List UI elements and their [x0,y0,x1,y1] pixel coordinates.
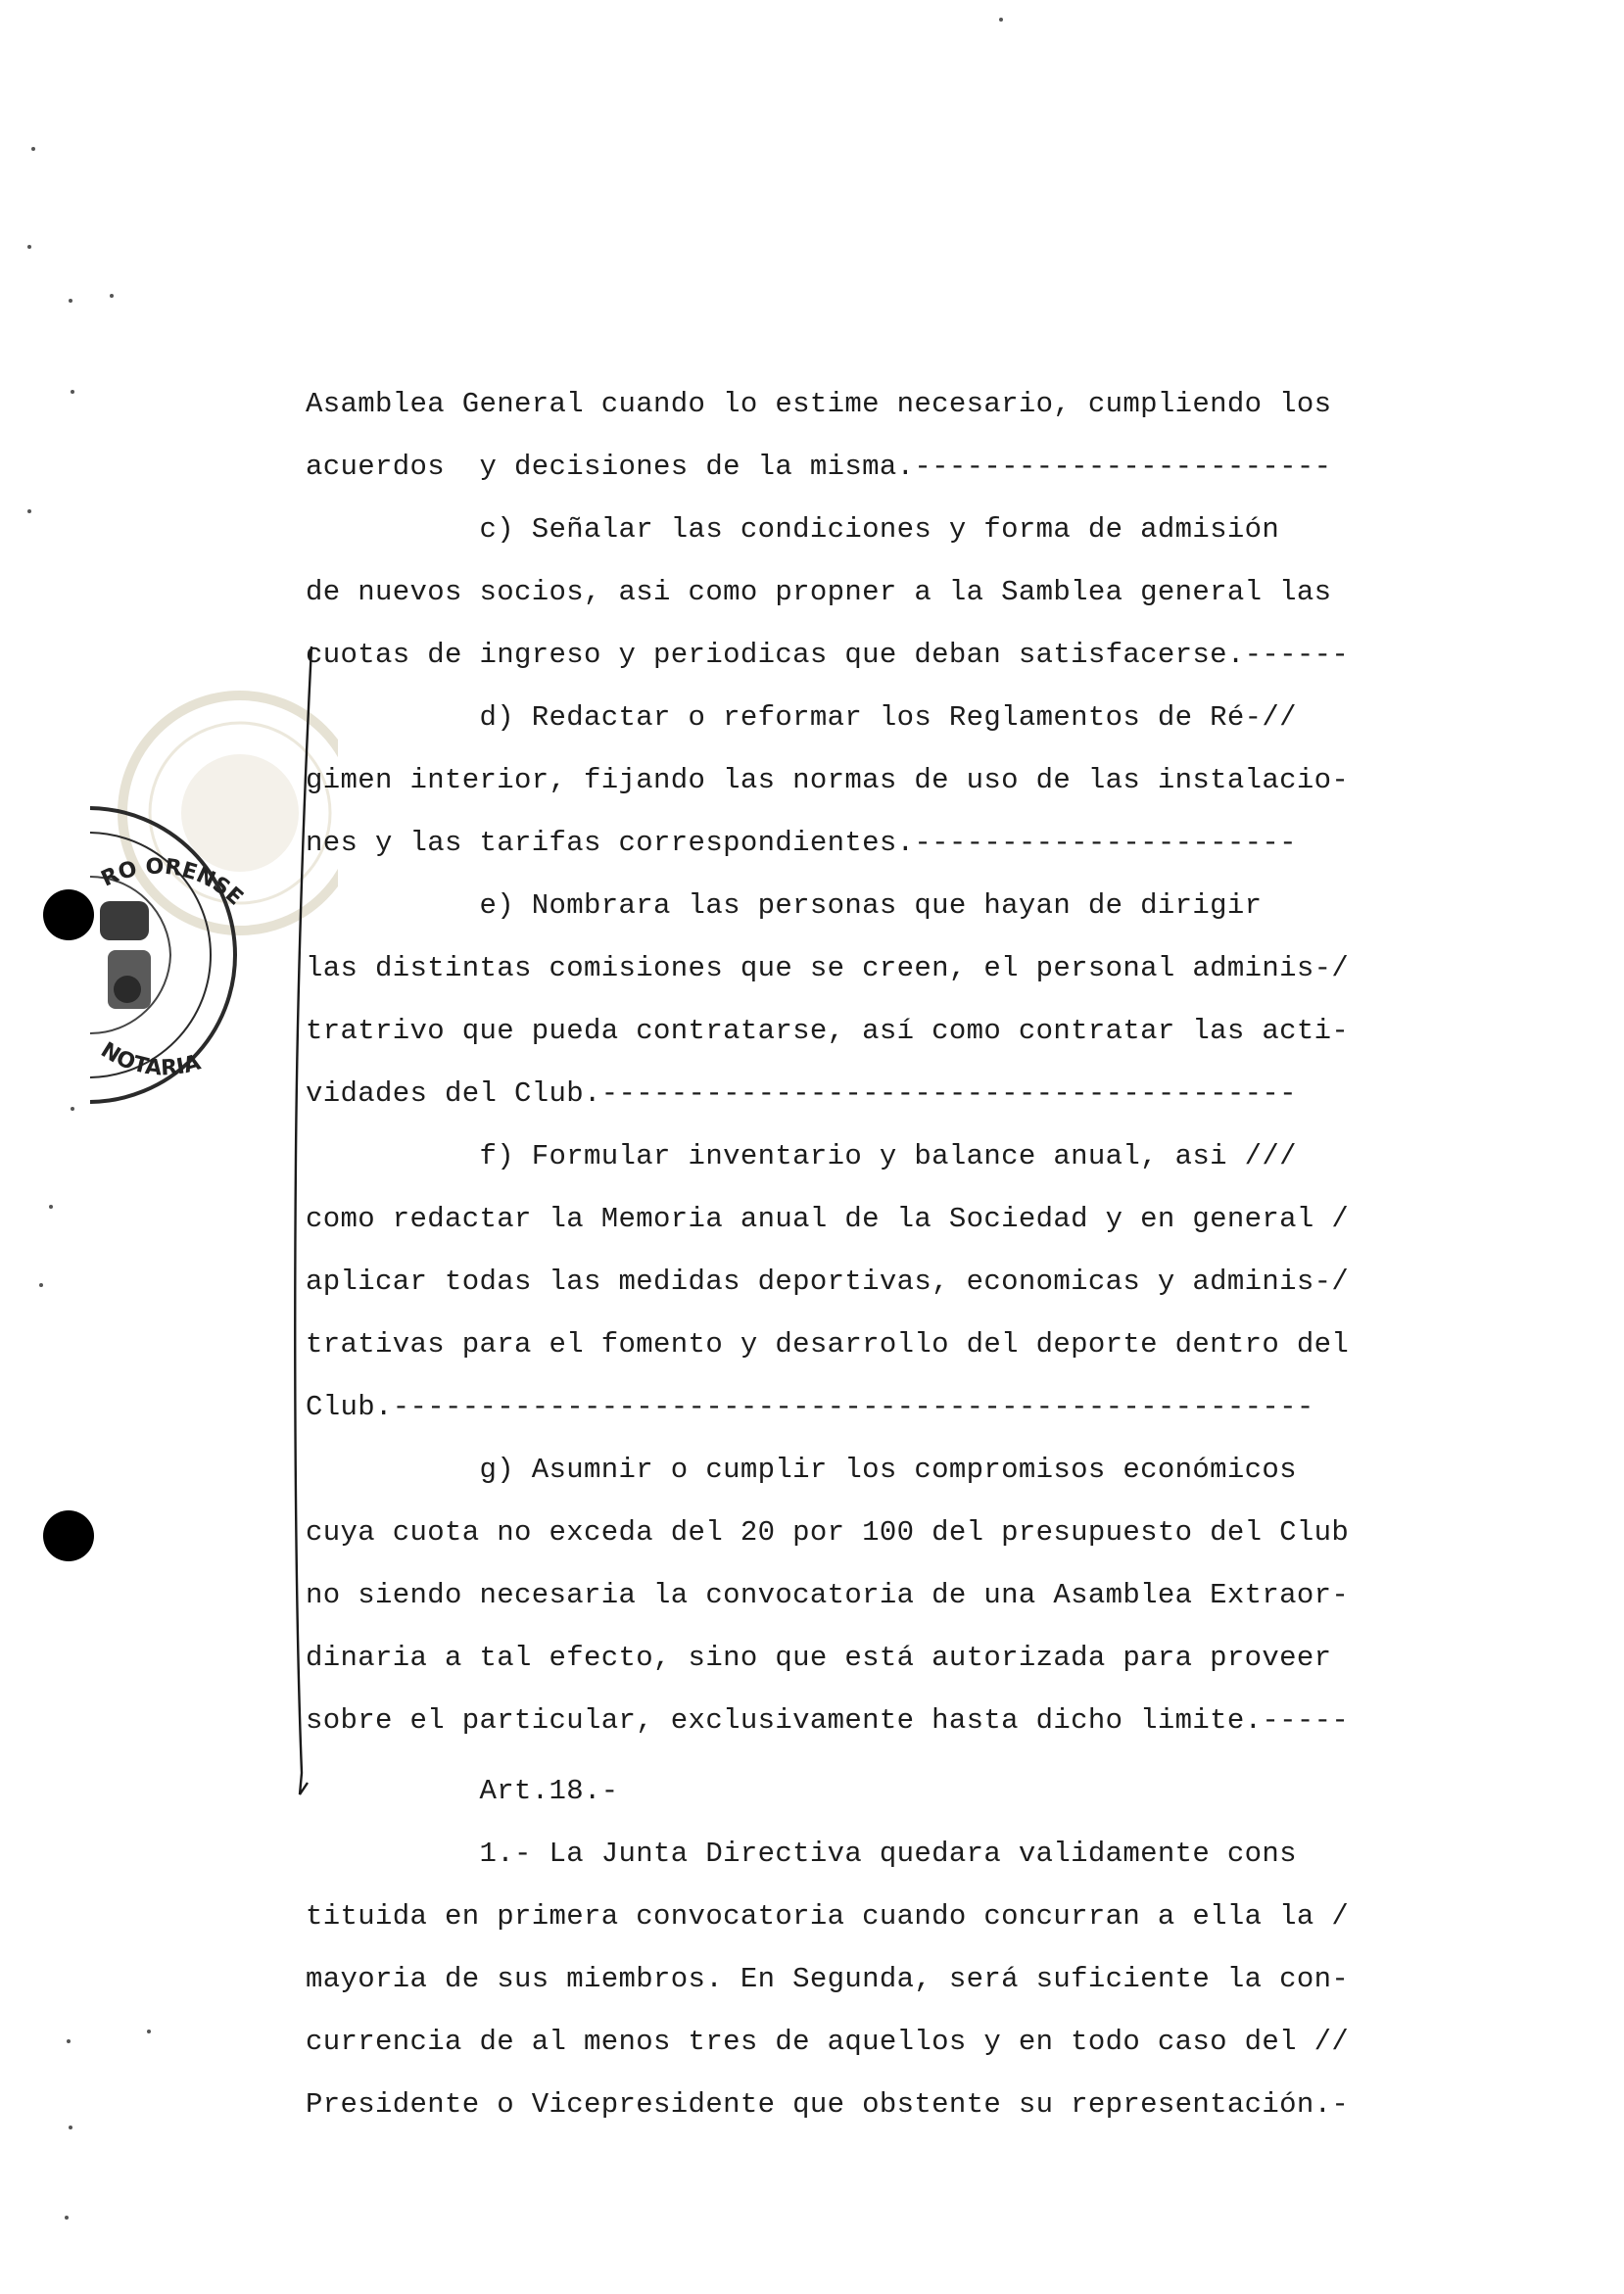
speck [110,294,114,298]
speck [39,1283,43,1287]
text-line: Presidente o Vicepresidente que obstente su representación.- [306,2088,1350,2121]
text-line: mayoria de sus miembros. En Segunda, será suficiente la con- [306,1963,1350,1995]
text-line: aplicar todas las medidas deportivas, economicas y adminis-/ [306,1266,1350,1298]
text-line: e) Nombrara las personas que hayan de dirigir [306,889,1263,922]
speck [71,390,74,394]
text-line: tituida en primera convocatoria cuando concurran a ella la / [306,1900,1350,1933]
speck [31,147,35,151]
text-line: no siendo necesaria la convocatoria de una Asamblea Extraor- [306,1579,1350,1611]
speck [147,2030,151,2033]
text-line: cuotas de ingreso y periodicas que deban satisfacerse.------ [306,639,1350,671]
text-line: cuya cuota no exceda del 20 por 100 del presupuesto del Club [306,1516,1350,1549]
punch-hole-bottom [43,1510,94,1561]
text-line: gimen interior, fijando las normas de uso de las instalacio- [306,764,1350,796]
text-line: nes y las tarifas correspondientes.---------------------- [306,827,1297,859]
text-line: dinaria a tal efecto, sino que está autorizada para proveer [306,1642,1332,1674]
text-line: d) Redactar o reformar los Reglamentos de Ré-// [306,701,1297,734]
text-line: las distintas comisiones que se creen, el personal adminis-/ [306,952,1350,984]
svg-text:NOTARIA: NOTARIA [96,1037,204,1081]
speck [49,1205,53,1209]
text-line: sobre el particular, exclusivamente hasta dicho limite.----- [306,1704,1350,1737]
speck [27,509,31,513]
text-line: Asamblea General cuando lo estime necesario, cumpliendo los [306,388,1332,420]
text-line: trativas para el fomento y desarrollo del deporte dentro del [306,1328,1350,1361]
speck [999,18,1003,22]
svg-text:RO ORENSE: RO ORENSE [97,854,248,911]
text-line: c) Señalar las condiciones y forma de admisión [306,513,1280,546]
speck [67,2039,71,2043]
speck [69,299,72,303]
text-line: acuerdos y decisiones de la misma.------------------------ [306,451,1332,483]
article-heading: Art.18.- [306,1775,619,1807]
notary-stamp [88,793,284,1107]
text-line: de nuevos socios, asi como propner a la Samblea general las [306,576,1332,608]
text-line: currencia de al menos tres de aquellos y en todo caso del // [306,2026,1350,2058]
text-line: tratrivo que pueda contratarse, así como contratar las acti- [306,1015,1350,1047]
text-line: 1.- La Junta Directiva quedara validamente cons [306,1838,1297,1870]
text-line: como redactar la Memoria anual de la Sociedad y en general / [306,1203,1350,1235]
speck [69,2126,72,2129]
text-line: f) Formular inventario y balance anual, asi /// [306,1140,1297,1172]
speck [71,1107,74,1111]
punch-hole-top [43,889,94,940]
speck [65,2216,69,2220]
text-line: Club.----------------------------------------------------- [306,1391,1314,1423]
text-line: vidades del Club.---------------------------------------- [306,1077,1297,1110]
speck [27,245,31,249]
text-line: g) Asumnir o cumplir los compromisos económicos [306,1454,1297,1486]
